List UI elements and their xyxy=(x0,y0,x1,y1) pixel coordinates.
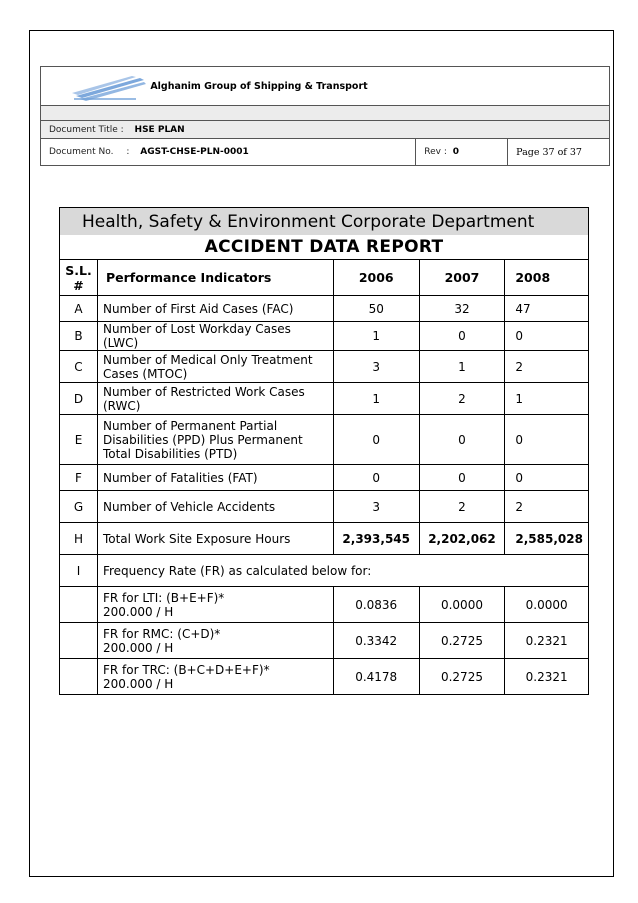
col-indicator: Performance Indicators xyxy=(97,260,333,296)
table-row xyxy=(60,623,589,659)
value-2008: 2 xyxy=(505,351,589,383)
value-2006: 3 xyxy=(333,351,419,383)
value-2008: 47 xyxy=(505,296,589,322)
table-row xyxy=(60,296,589,322)
header-spacer xyxy=(41,106,610,121)
value-2006: 0.0836 xyxy=(333,587,419,623)
value-2007: 0 xyxy=(419,322,505,351)
table-row xyxy=(60,465,589,491)
formula-line: FR for RMC: (C+D)* xyxy=(102,626,221,641)
row-sl: A xyxy=(60,296,98,322)
row-label: Number of Restricted Work Cases (RWC) xyxy=(97,383,333,415)
row-sl: B xyxy=(60,322,98,351)
table-row xyxy=(60,322,589,351)
formula-line: FR for LTI: (B+E+F)* xyxy=(102,590,225,605)
table-row xyxy=(60,659,589,695)
value-2006: 1 xyxy=(333,322,419,351)
row-sl: E xyxy=(60,415,98,465)
report-title: ACCIDENT DATA REPORT xyxy=(60,235,589,260)
value-2007: 0.2725 xyxy=(419,623,505,659)
frequency-rate-label: Frequency Rate (FR) as calculated below for: xyxy=(97,555,588,587)
value-2008: 0 xyxy=(505,322,589,351)
col-2007: 2007 xyxy=(419,260,505,296)
value-2008: 0 xyxy=(505,415,589,465)
value-2007: 0.0000 xyxy=(419,587,505,623)
col-2006: 2006 xyxy=(333,260,419,296)
row-label: Number of Lost Workday Cases (LWC) xyxy=(97,322,333,351)
row-sl: I xyxy=(60,555,98,587)
value-2007: 0 xyxy=(419,465,505,491)
row-label: Number of Vehicle Accidents xyxy=(97,491,333,523)
row-sl: D xyxy=(60,383,98,415)
value-2007: 1 xyxy=(419,351,505,383)
revision-label: Rev : xyxy=(424,147,447,157)
formula-line: FR for TRC: (B+C+D+E+F)* xyxy=(102,662,270,677)
document-title: HSE PLAN xyxy=(134,124,185,135)
row-sl: H xyxy=(60,523,98,555)
table-row xyxy=(60,351,589,383)
row-label: Number of First Aid Cases (FAC) xyxy=(97,296,333,322)
document-number-label: Document No. xyxy=(49,147,114,157)
document-number-separator: : xyxy=(126,147,130,157)
row-label: Total Work Site Exposure Hours xyxy=(97,523,333,555)
value-2007: 32 xyxy=(419,296,505,322)
row-label: Number of Fatalities (FAT) xyxy=(97,465,333,491)
value-2006: 2,393,545 xyxy=(333,523,419,555)
table-row xyxy=(60,523,589,555)
value-2006: 0.3342 xyxy=(333,623,419,659)
value-2007: 0.2725 xyxy=(419,659,505,695)
value-2008: 1 xyxy=(505,383,589,415)
value-2007: 2 xyxy=(419,383,505,415)
row-sl-empty xyxy=(60,659,98,695)
value-2006: 3 xyxy=(333,491,419,523)
value-2008: 0 xyxy=(505,465,589,491)
row-sl: F xyxy=(60,465,98,491)
value-2006: 0.4178 xyxy=(333,659,419,695)
row-label xyxy=(97,659,333,695)
table-row xyxy=(60,491,589,523)
company-name: Alghanim Group of Shipping & Transport xyxy=(41,67,610,106)
col-sl: S.L. # xyxy=(60,260,98,296)
column-header-row xyxy=(60,260,589,296)
row-sl: G xyxy=(60,491,98,523)
row-label: Number of Medical Only Treatment Cases (MTOC) xyxy=(97,351,333,383)
row-sl: C xyxy=(60,351,98,383)
value-2007: 2 xyxy=(419,491,505,523)
table-row xyxy=(60,415,589,465)
formula-line: 200.000 / H xyxy=(102,676,174,691)
value-2006: 0 xyxy=(333,415,419,465)
revision-cell xyxy=(416,139,508,166)
table-row xyxy=(60,587,589,623)
page-number: Page 37 of 37 xyxy=(508,139,610,166)
row-label xyxy=(97,587,333,623)
row-sl-empty xyxy=(60,623,98,659)
value-2008: 0.0000 xyxy=(505,587,589,623)
value-2006: 50 xyxy=(333,296,419,322)
formula-line: 200.000 / H xyxy=(102,640,174,655)
value-2006: 1 xyxy=(333,383,419,415)
value-2008: 2,585,028 xyxy=(505,523,589,555)
row-sl-empty xyxy=(60,587,98,623)
company-logo xyxy=(70,74,150,102)
value-2008: 2 xyxy=(505,491,589,523)
department-heading: Health, Safety & Environment Corporate Department xyxy=(60,208,589,236)
accident-data-table xyxy=(59,207,589,695)
document-title-label: Document Title : xyxy=(49,124,124,135)
value-2008: 0.2321 xyxy=(505,623,589,659)
revision-number: 0 xyxy=(452,147,460,157)
row-label xyxy=(97,623,333,659)
value-2006: 0 xyxy=(333,465,419,491)
table-row xyxy=(60,383,589,415)
document-number-cell xyxy=(41,139,416,166)
document-title-cell xyxy=(41,121,610,139)
col-2008: 2008 xyxy=(505,260,589,296)
frequency-rate-row xyxy=(60,555,589,587)
formula-line: 200.000 / H xyxy=(102,604,174,619)
row-label: Number of Permanent Partial Disabilities (PPD) Plus Permanent Total Disabilities (PTD) xyxy=(97,415,333,465)
value-2007: 2,202,062 xyxy=(419,523,505,555)
value-2007: 0 xyxy=(419,415,505,465)
value-2008: 0.2321 xyxy=(505,659,589,695)
document-number: AGST-CHSE-PLN-0001 xyxy=(140,147,249,157)
